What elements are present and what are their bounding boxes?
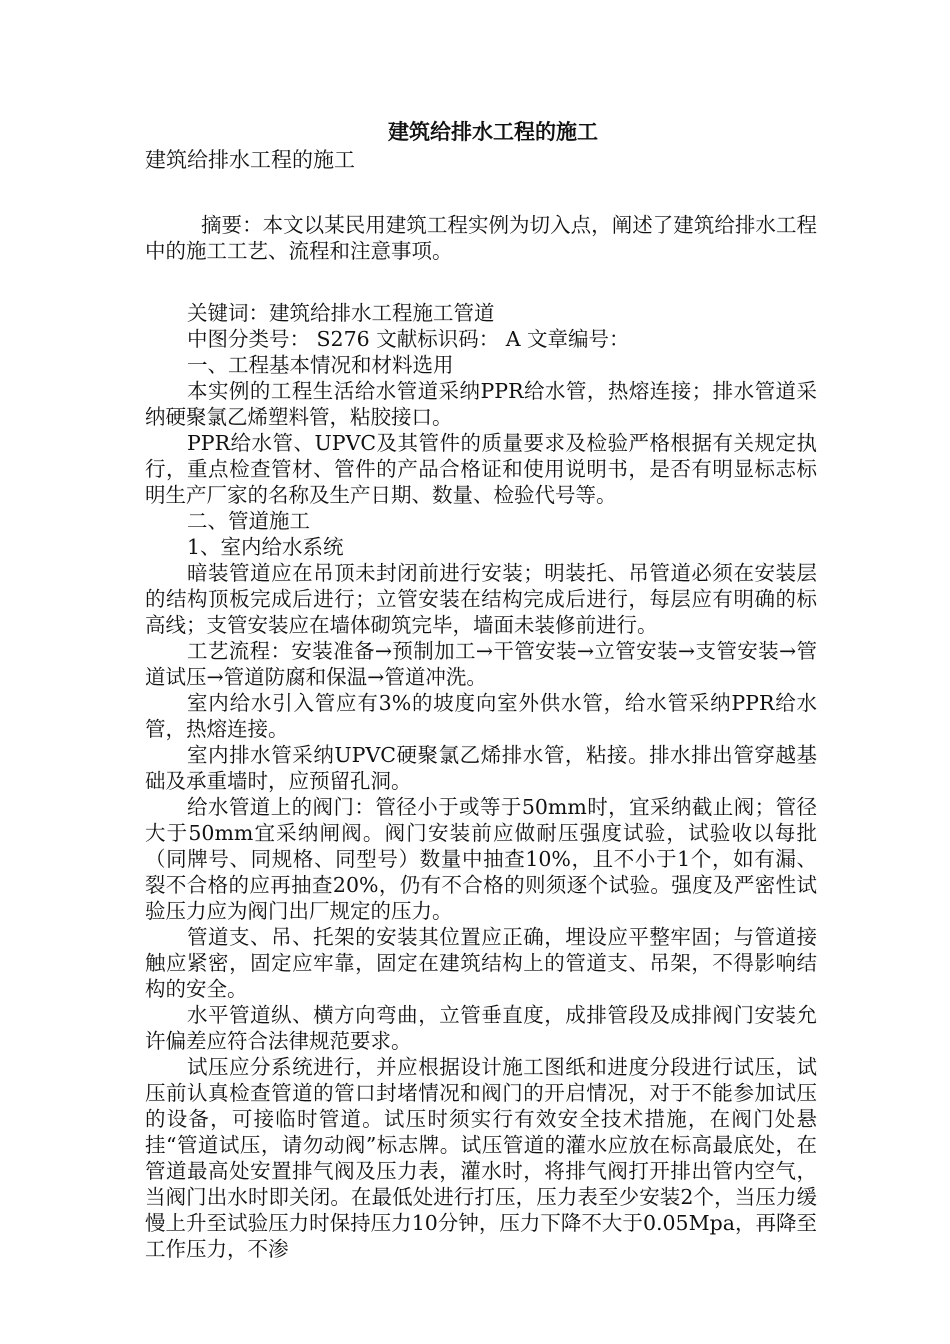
paragraph-10: 试压应分系统进行，并应根据设计施工图纸和进度分段进行试压，试压前认真检查管道的管口封堵情况和阀门的开启情况，对于不能参加试压的设备，可接临时管道。试压时须实行有效安全技术措施，在阀门处悬挂“管道试压，请勿动阀”标志牌。试压管道的灌水应放在标高最底处，在管道最高处安置排气阀及压力表，灌水时，将排气阀打开排出管内空气，当阀门出水时即关闭。在最低处进行打压，压力表至少安装2个，当压力缓慢上升至试验压力时保持压力10分钟，压力下降不大于0.05Mpa，再降至工作压力，不渗 [145, 1055, 817, 1261]
paragraph-7: 给水管道上的阀门：管径小于或等于50mm时，宜采纳截止阀；管径大于50mm宜采纳闸阀。阀门安装前应做耐压强度试验，试验收以每批（同牌号、同规格、同型号）数量中抽查10%，且不小于1个，如有漏、裂不合格的应再抽查20%，仍有不合格的则须逐个试验。强度及严密性试验压力应为阀门出厂规定的压力。 [145, 795, 817, 923]
paragraph-9: 水平管道纵、横方向弯曲，立管垂直度，成排管段及成排阀门安装允许偏差应符合法律规范要求。 [145, 1003, 817, 1053]
paragraph-8: 管道支、吊、托架的安装其位置应正确，埋设应平整牢固；与管道接触应紧密，固定应牢靠，固定在建筑结构上的管道支、吊架，不得影响结构的安全。 [145, 925, 817, 1001]
document-subtitle: 建筑给排水工程的施工 [145, 148, 355, 172]
paragraph-4: 工艺流程：安装准备→预制加工→干管安装→立管安装→支管安装→管道试压→管道防腐和保温→管道冲洗。 [145, 639, 817, 689]
paragraph-5: 室内给水引入管应有3%的坡度向室外供水管，给水管采纳PPR给水管，热熔连接。 [145, 691, 817, 741]
subsection-heading-1: 1、室内给水系统 [187, 535, 344, 559]
keywords-line: 关键词：建筑给排水工程施工管道 [187, 301, 495, 325]
section-heading-2: 二、管道施工 [187, 509, 310, 533]
paragraph-6: 室内排水管采纳UPVC硬聚氯乙烯排水管，粘接。排水排出管穿越基础及承重墙时，应预留孔洞。 [145, 743, 817, 793]
abstract-paragraph: 摘要：本文以某民用建筑工程实例为切入点，阐述了建筑给排水工程中的施工工艺、流程和注意事项。 [145, 213, 817, 263]
section-heading-1: 一、工程基本情况和材料选用 [187, 353, 454, 377]
classification-line: 中图分类号： S276 文献标识码： A 文章编号： [187, 327, 630, 351]
paragraph-3: 暗装管道应在吊顶未封闭前进行安装；明装托、吊管道必须在安装层的结构顶板完成后进行；立管安装在结构完成后进行，每层应有明确的标高线；支管安装应在墙体砌筑完毕，墙面未装修前进行。 [145, 561, 817, 637]
document-title: 建筑给排水工程的施工 [388, 119, 598, 144]
paragraph-2: PPR给水管、UPVC及其管件的质量要求及检验严格根据有关规定执行，重点检查管材、管件的产品合格证和使用说明书，是否有明显标志标明生产厂家的名称及生产日期、数量、检验代号等。 [145, 431, 817, 507]
document-page [145, 118, 817, 1262]
paragraph-1: 本实例的工程生活给水管道采纳PPR给水管，热熔连接；排水管道采纳硬聚氯乙烯塑料管，粘胶接口。 [145, 379, 817, 429]
